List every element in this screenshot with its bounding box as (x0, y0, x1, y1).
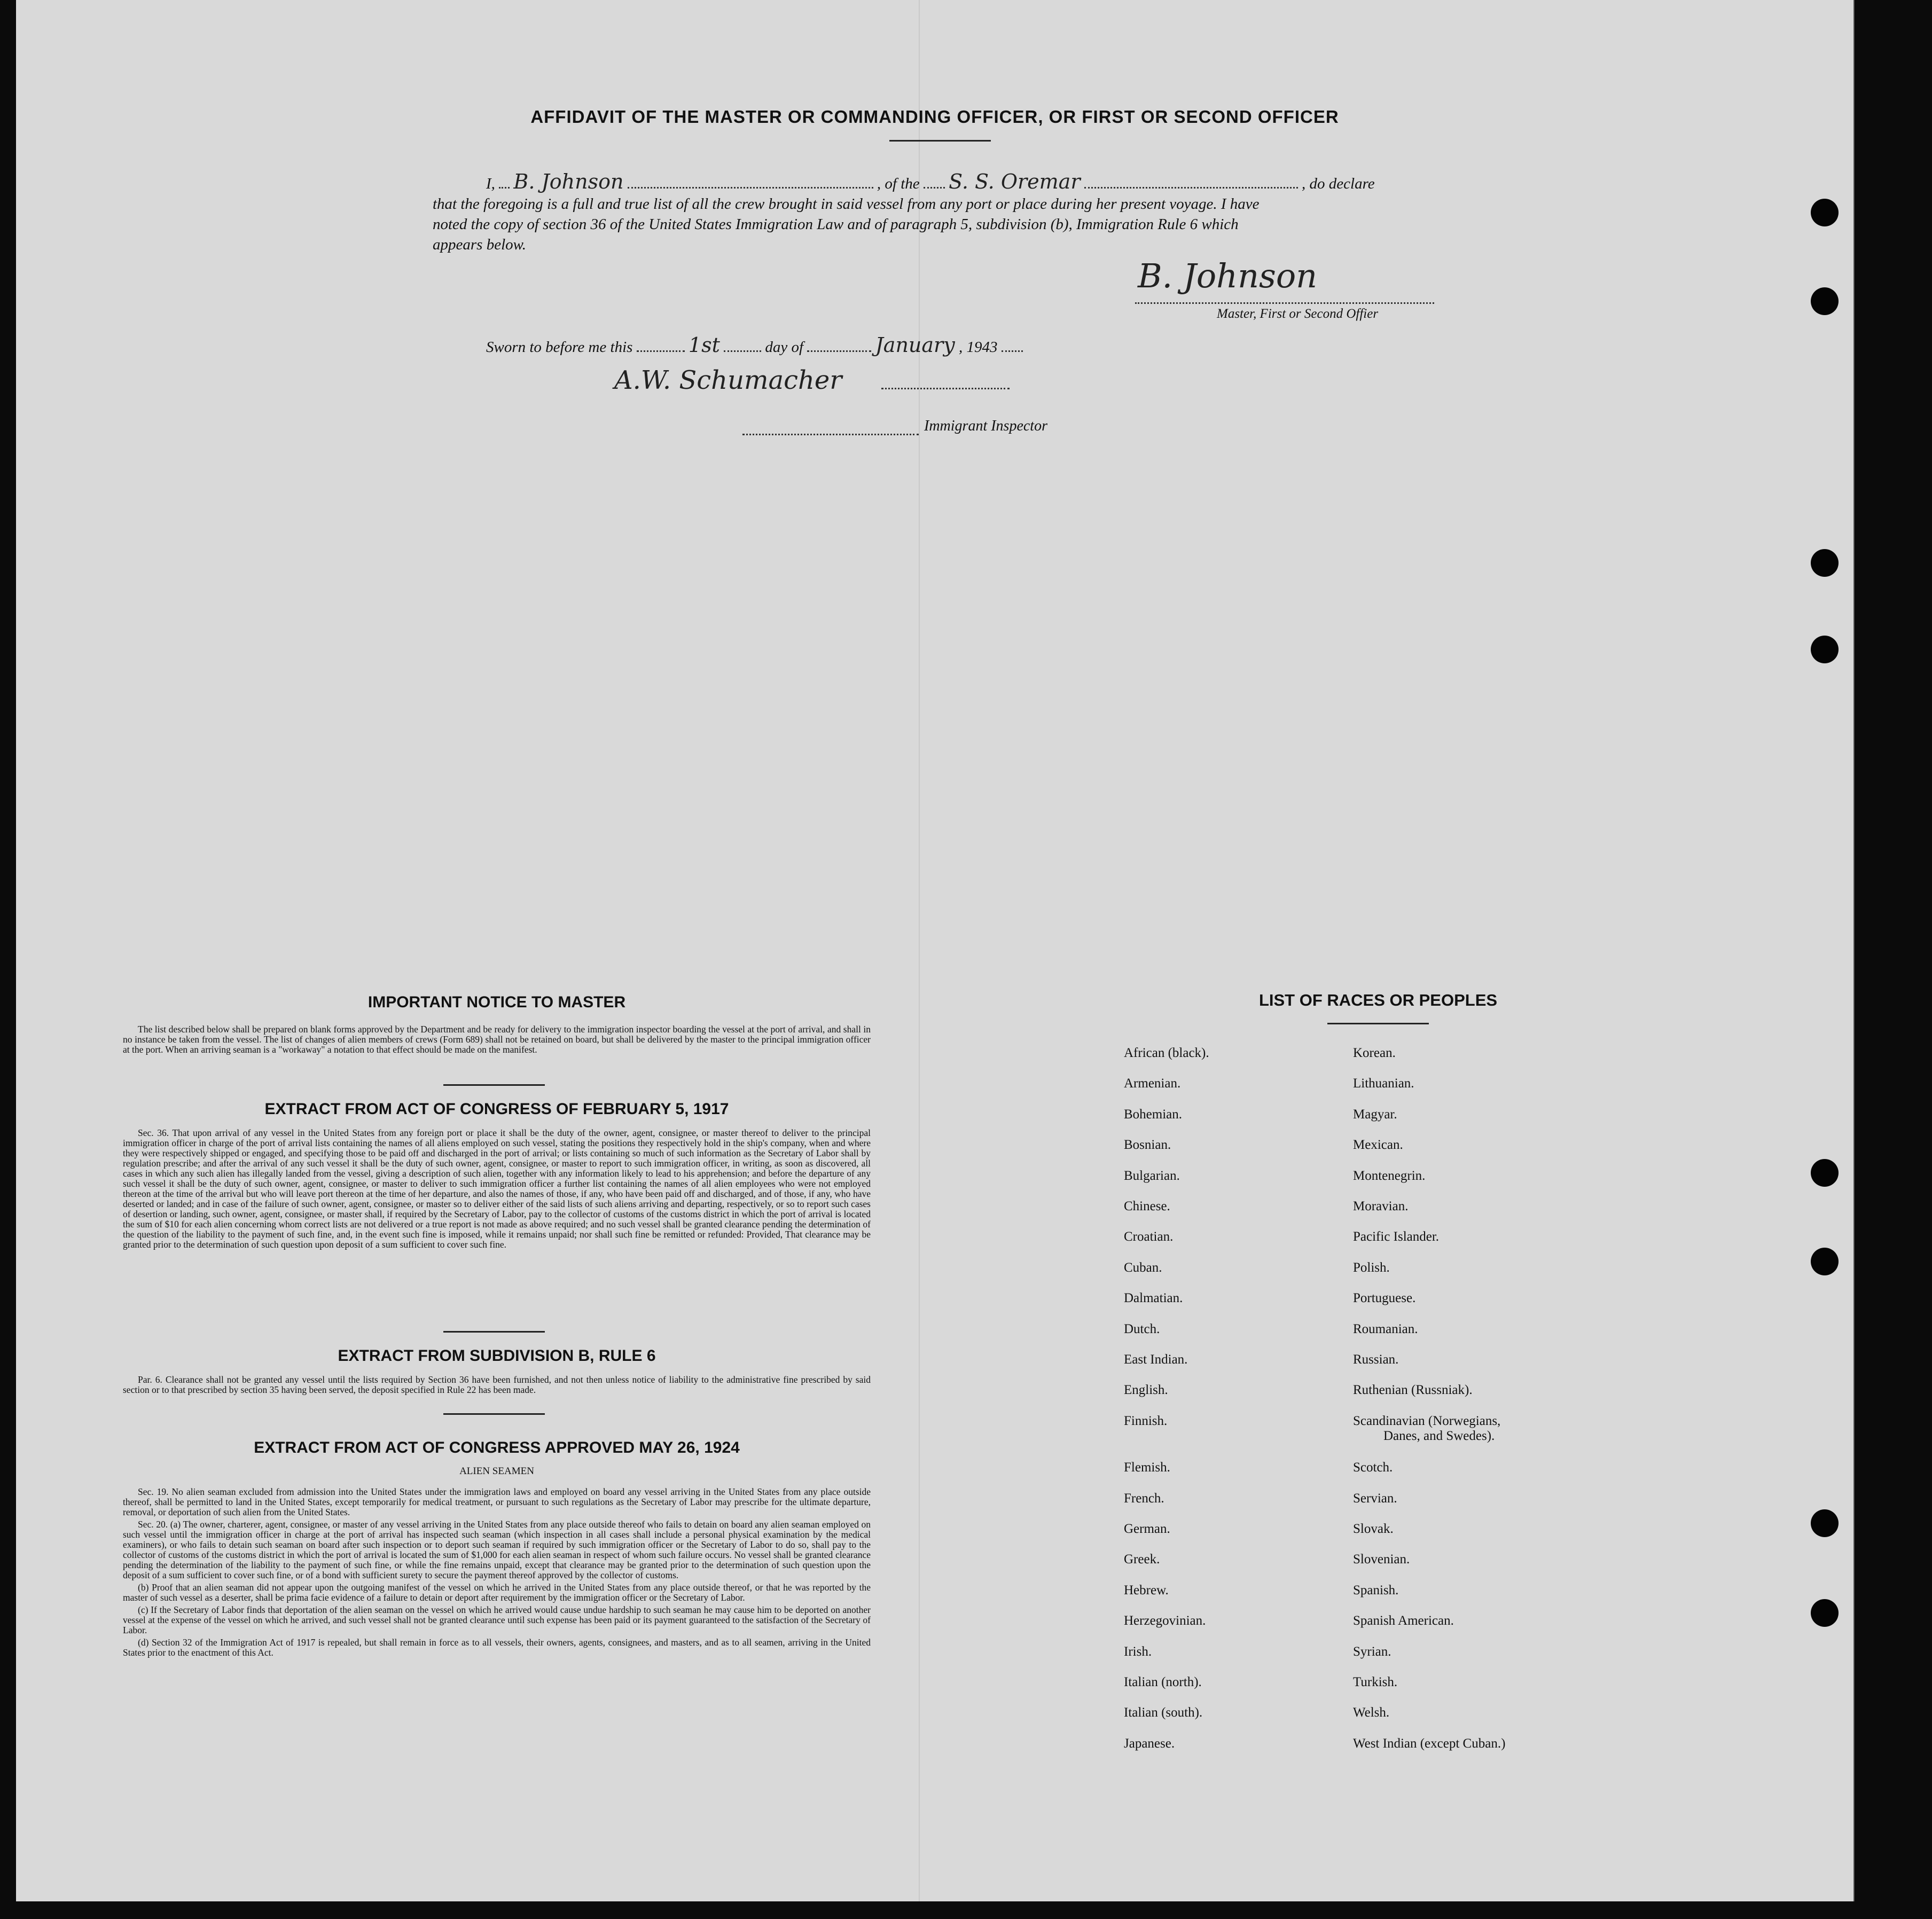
sec-20d: (d) Section 32 of the Immigration Act of 1917 is repealed, but shall remain in force as to all vessels, their owners, agents, consignees, and masters, and as to all seamen, arriving in the United States prior to the enactment of this Act. (123, 1637, 871, 1658)
affidavit-line-3: noted the copy of section 36 of the United States Immigration Law and of paragraph 5, subdivision (b), Immigration Rule 6 which (433, 216, 1239, 233)
inspector-signature: A.W. Schumacher (614, 365, 842, 395)
sec-20b: (b) Proof that an alien seaman did not appear upon the outgoing manifest of the vessel on which he arrived in the United States from any place outside thereof, or that he was reported by the master of such vessel as a deserter, shall be prima facie evidence of a failure to detain or deport after requirement by the immigration officer or the Secretary of Labor. (123, 1582, 871, 1603)
race-item: East Indian. (1124, 1352, 1188, 1367)
binder-hole (1811, 287, 1839, 315)
race-item: Irish. (1124, 1644, 1152, 1659)
race-item: Turkish. (1353, 1675, 1398, 1689)
race-item: German. (1124, 1522, 1170, 1536)
sworn-month: January (875, 333, 955, 357)
document-sheet (16, 0, 1855, 1901)
notice-body: The list described below shall be prepared on blank forms approved by the Department and be ready for delivery to the immigration inspector boarding the vessel at the port of arrival, and shall in no instance be taken from the vessel. The list of changes of alien members of crews (Form 689) shall not be retained on board, but shall be delivered by the master to the principal immigration officer at the port. When an arriving seaman is a "workaway" a notation to that effect should be made on the manifest. (123, 1024, 871, 1055)
race-item: Russian. (1353, 1352, 1399, 1367)
sec-20c: (c) If the Secretary of Labor finds that deportation of the alien seaman on the vessel on which he arrived would cause undue hardship to such seaman he may cause him to be deported on another vessel at the expense of the vessel on which he arrived, and such vessel shall not be granted clearance until such expense has been paid or its payment guaranteed to the satisfaction of the Secretary of Labor. (123, 1604, 871, 1635)
race-item: Hebrew. (1124, 1583, 1169, 1597)
race-item: Greek. (1124, 1552, 1160, 1567)
sworn-line (486, 333, 1023, 357)
race-item: Lithuanian. (1353, 1076, 1414, 1091)
race-item: Magyar. (1353, 1107, 1397, 1122)
race-item: Scotch. (1353, 1460, 1393, 1475)
race-item: Portuguese. (1353, 1291, 1416, 1306)
extract-1924-title: EXTRACT FROM ACT OF CONGRESS APPROVED MAY 26, 1924 (254, 1439, 740, 1456)
race-item: Italian (south). (1124, 1705, 1203, 1720)
binder-hole (1811, 1509, 1839, 1537)
race-item: Spanish American. (1353, 1613, 1454, 1628)
title-rule (889, 140, 991, 142)
sworn-prefix: Sworn to before me this (486, 339, 633, 356)
race-item: Servian. (1353, 1491, 1397, 1506)
binder-hole (1811, 1599, 1839, 1627)
master-name: B. Johnson (513, 170, 624, 193)
race-item: Polish. (1353, 1260, 1390, 1275)
races-rule (1327, 1023, 1429, 1024)
race-item: Chinese. (1124, 1199, 1170, 1213)
subdivision-b-title: EXTRACT FROM SUBDIVISION B, RULE 6 (338, 1347, 656, 1365)
race-item: Montenegrin. (1353, 1168, 1426, 1183)
race-item: Bulgarian. (1124, 1168, 1180, 1183)
race-item: Bohemian. (1124, 1107, 1183, 1122)
binder-hole (1811, 1248, 1839, 1275)
race-item: Finnish. (1124, 1413, 1168, 1428)
inspector-caption: Immigrant Inspector (924, 418, 1047, 434)
race-item: Japanese. (1124, 1736, 1175, 1751)
do-declare-label: , do declare (1302, 175, 1375, 192)
signature-caption: Master, First or Second Offier (1217, 307, 1379, 321)
race-scandinavian-continued: Danes, and Swedes). (1383, 1428, 1495, 1443)
race-item: Armenian. (1124, 1076, 1181, 1091)
race-item: Ruthenian (Russniak). (1353, 1383, 1473, 1398)
day-of-label: day of (765, 339, 804, 356)
vessel-name: S. S. Oremar (949, 170, 1081, 193)
extract-1917-title: EXTRACT FROM ACT OF CONGRESS OF FEBRUARY 5, 1917 (264, 1100, 729, 1118)
race-item: Pacific Islander. (1353, 1229, 1440, 1244)
race-item: Slovak. (1353, 1522, 1394, 1536)
race-item: Mexican. (1353, 1138, 1403, 1153)
inspector-caption-line (742, 434, 919, 435)
race-item: Roumanian. (1353, 1321, 1418, 1336)
race-item: Dutch. (1124, 1321, 1160, 1336)
affidavit-line-2: that the foregoing is a full and true list of all the crew brought in said vessel from any port or place during her present voyage. I have (433, 195, 1260, 213)
race-item: Slovenian. (1353, 1552, 1410, 1567)
races-title: LIST OF RACES OR PEOPLES (1258, 991, 1498, 1009)
race-item: Scandinavian (Norwegians, (1353, 1413, 1501, 1428)
notice-rule (443, 1084, 545, 1086)
sec-19: Sec. 19. No alien seaman excluded from admission into the United States under the immigration laws and employed on board any vessel arriving in the United States from any place outside thereof, shall be permitted to land in the United States, except temporarily for medical treatment, or pursuant to such regulations as the Secretary of Labor may prescribe for the ultimate departure, removal, or deportation of such alien from the United States. (123, 1486, 871, 1517)
race-item: Herzegovinian. (1124, 1613, 1206, 1628)
affidavit-line-4: appears below. (433, 236, 527, 253)
binder-hole (1811, 549, 1839, 577)
intro-i: I, (486, 175, 495, 192)
race-item: French. (1124, 1491, 1164, 1506)
page-fold (919, 0, 920, 1901)
extract-1917-rule (443, 1331, 545, 1333)
race-item: Syrian. (1353, 1644, 1391, 1659)
race-item: Italian (north). (1124, 1675, 1202, 1689)
sec-20a: Sec. 20. (a) The owner, charterer, agent, consignee, or master of any vessel arriving in the United States from any place outside thereof who fails to detain on board any alien seaman employed on such vessel until the immigration officer in charge at the port of arrival has inspected such seaman (which inspection in all cases shall include a personal physical examination by the medical examiners), or who fails to detain such seaman on board after such inspection or to deport such seaman if required by such immigration officer or the Secretary of Labor to do so, shall pay to the collector of customs of the customs district in which the port of arrival is located the sum of $1,000 for each alien seaman in respect of whom such failure occurs. No vessel shall be granted clearance pending the determination of the liability to the payment of such fine, or while the fine remains unpaid, except that clearance may be granted prior to the determination of such question upon the deposit of a sum sufficient to cover such fine, or of a bond with sufficient surety to secure the payment thereof approved by the collector of customs. (123, 1519, 871, 1580)
race-item: Dalmatian. (1124, 1291, 1183, 1306)
affidavit-title: AFFIDAVIT OF THE MASTER OR COMMANDING OFFICER, OR FIRST OR SECOND OFFICER (530, 107, 1339, 127)
extract-1924-subtitle: ALIEN SEAMEN (459, 1466, 534, 1477)
affidavit-line-1 (486, 170, 1375, 193)
race-item: English. (1124, 1383, 1168, 1398)
subdivision-b-rule (443, 1413, 545, 1415)
inspector-signature-line (881, 388, 1010, 389)
subdivision-b-body: Par. 6. Clearance shall not be granted any vessel until the lists required by Section 36 have been furnished, and not then unless notice of liability to the administrative fine prescribed by said section or to that prescribed by section 35 having been served, the deposit specified in Rule 22 has been made. (123, 1374, 871, 1395)
binder-hole (1811, 199, 1839, 226)
notice-title: IMPORTANT NOTICE TO MASTER (367, 993, 626, 1011)
race-item: Korean. (1353, 1046, 1396, 1060)
race-item: West Indian (except Cuban.) (1353, 1736, 1506, 1751)
race-item: Welsh. (1353, 1705, 1390, 1720)
sworn-day: 1st (688, 333, 720, 357)
sworn-year: , 1943 (958, 339, 998, 356)
race-item: Spanish. (1353, 1583, 1399, 1597)
signature-line (1135, 302, 1434, 304)
race-item: Flemish. (1124, 1460, 1170, 1475)
of-the-label: , of the (877, 175, 920, 192)
race-item: Moravian. (1353, 1199, 1409, 1213)
binder-hole (1811, 1159, 1839, 1187)
race-item: Croatian. (1124, 1229, 1174, 1244)
master-signature: B. Johnson (1138, 256, 1318, 295)
extract-1917-body: Sec. 36. That upon arrival of any vessel in the United States from any foreign port or place it shall be the duty of the owner, agent, consignee, or master thereof to deliver to the principal immigration officer in charge of the port of arrival lists containing the names of all aliens employed on such vessel, stating the positions they respectively hold in the ship's company, when and where they were respectively shipped or engaged, and specifying those to be paid off and discharged in the port of arrival; or lists containing so much of such information as the Secretary of Labor shall by regulation prescribe; and after the arrival of any such vessel it shall be the duty of such owner, agent, consignee, or master to report to such immigration officer, in writing, as soon as discovered, all cases in which any such alien has illegally landed from the vessel, giving a description of such alien, together with any information likely to lead to his apprehension; and before the departure of any such vessel it shall be the duty of such owner, agent, consignee, or master to deliver to such immigration officer a further list containing the names of all alien employees who were not employed thereon at the time of the arrival but who will leave port thereon at the time of her departure, and also the names of those, if any, who have been paid off and discharged, and of those, if any, who have deserted or landed; and in case of the failure of such owner, agent, consignee, or master so to deliver either of the said lists of such aliens arriving and departing, respectively, or so to report such cases of desertion or landing, such owner, agent, consignee, or master shall, if required by the Secretary of Labor, pay to the collector of customs of the customs district in which the port of arrival is located the sum of $10 for each alien concerning whom correct lists are not delivered or a true report is not made as above required; and no such vessel shall be granted clearance pending the determination of the question of the liability to the payment of such fine, and, in the event such fine is imposed, while it remains unpaid; nor shall such fine be remitted or refunded: Provided, That clearance may be granted prior to the determination of such question upon deposit of a sum sufficient to cover such fine. (123, 1127, 871, 1250)
race-item: Cuban. (1124, 1260, 1162, 1275)
race-item: African (black). (1124, 1046, 1209, 1060)
extract-1924-body (123, 1487, 871, 1660)
race-item: Bosnian. (1124, 1138, 1171, 1153)
binder-hole (1811, 636, 1839, 663)
